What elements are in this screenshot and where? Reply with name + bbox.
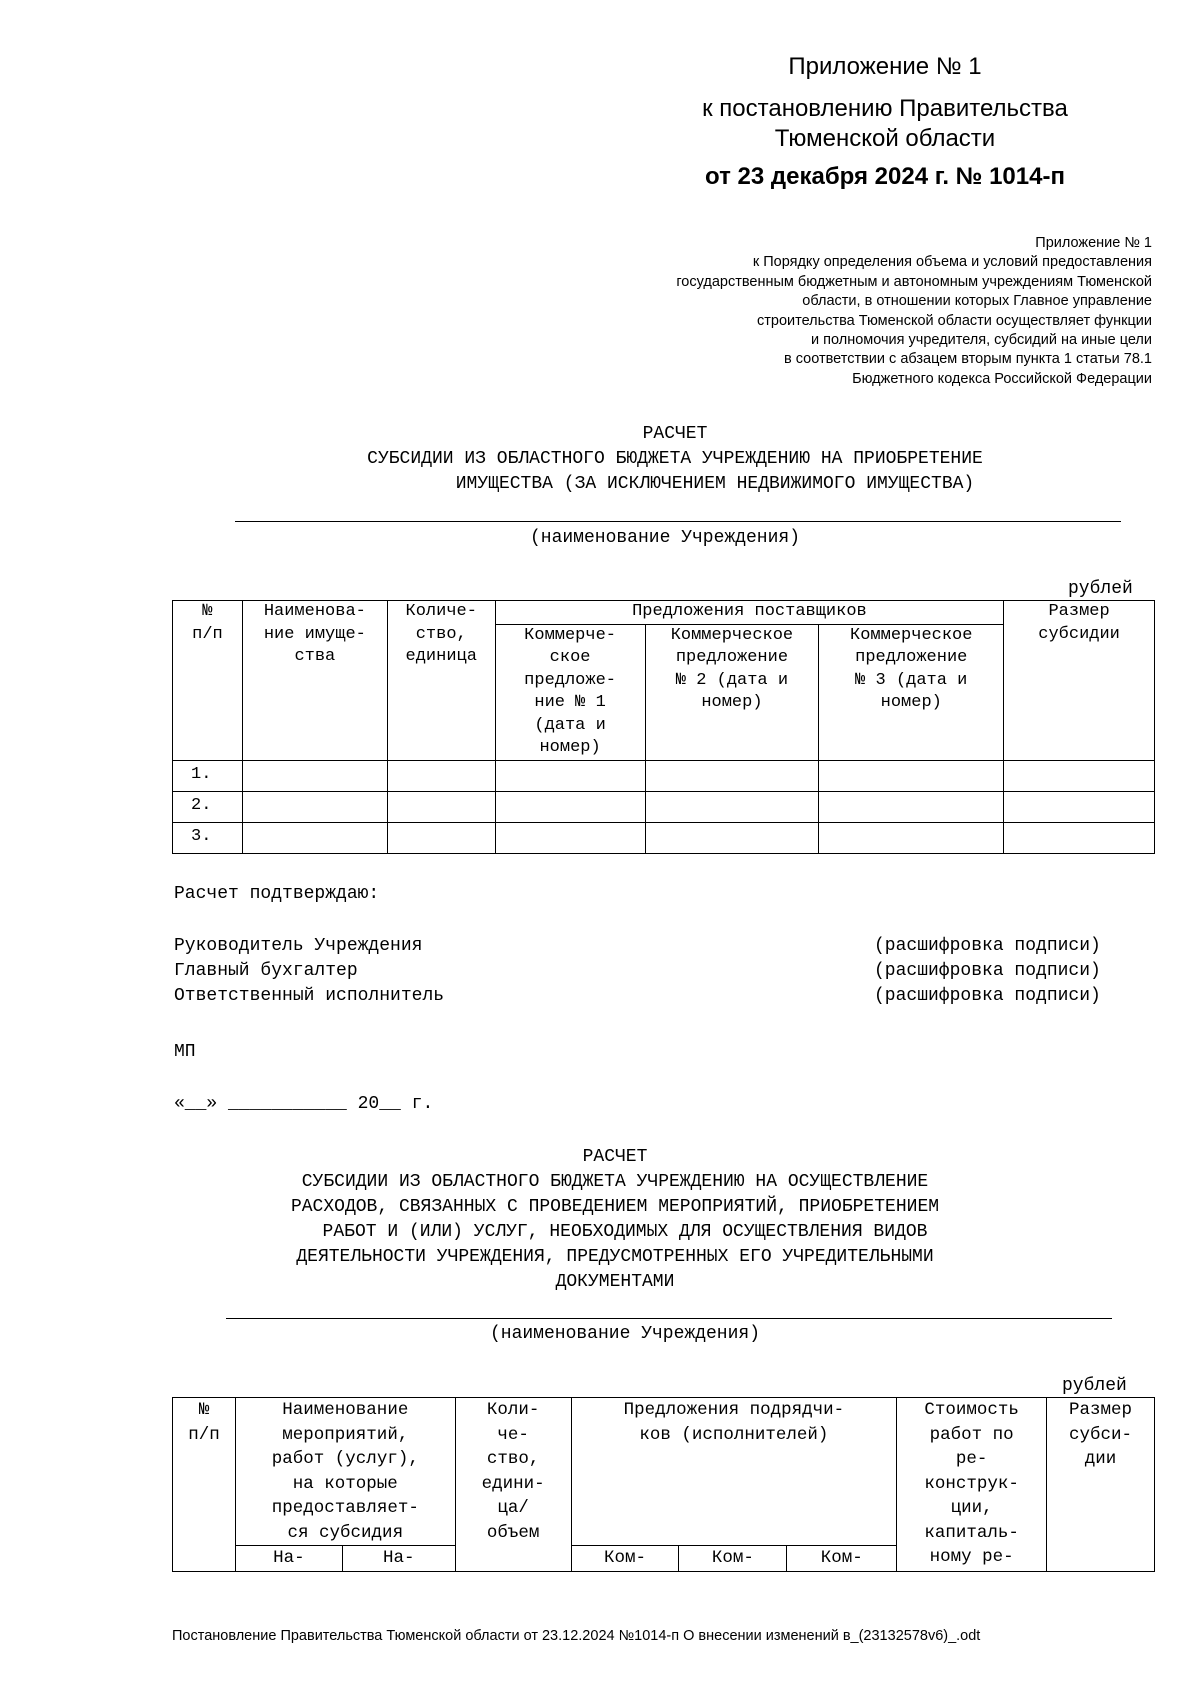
col-header-subsidy: Размер субси- дии xyxy=(1047,1398,1155,1572)
signature-role: Главный бухгалтер xyxy=(174,961,358,981)
stamp-placeholder: МП xyxy=(174,1042,196,1062)
section2-subtitle-line: ДЕЯТЕЛЬНОСТИ УЧРЕЖДЕНИЯ, ПРЕДУСМОТРЕННЫХ ЕГО УЧРЕДИТЕЛЬНЫМИ xyxy=(296,1247,934,1267)
appendix-line: государственным бюджетным и автономным учреждениям Тюменской xyxy=(676,273,1152,290)
institution-name-line xyxy=(235,521,1121,522)
col-header-name: Наименова- ние имуще- ства xyxy=(242,601,387,761)
appendix-line: Приложение № 1 xyxy=(1035,235,1152,251)
appendix-line: строительства Тюменской области осуществляет функции xyxy=(757,312,1152,329)
table-row xyxy=(173,791,1155,822)
section1-subtitle-2: ИМУЩЕСТВА (ЗА ИСКЛЮЧЕНИЕМ НЕДВИЖИМОГО ИМУЩЕСТВА) xyxy=(455,474,975,494)
section2-subtitle-line: СУБСИДИИ ИЗ ОБЛАСТНОГО БЮДЖЕТА УЧРЕЖДЕНИЮ НА ОСУЩЕСТВЛЕНИЕ xyxy=(301,1172,929,1192)
section1-title: РАСЧЕТ xyxy=(642,424,708,444)
table-cell xyxy=(645,791,819,822)
table-cell xyxy=(387,791,495,822)
signature-role: Ответственный исполнитель xyxy=(174,986,445,1006)
table-cell xyxy=(242,791,387,822)
units-label: рублей xyxy=(1068,579,1133,599)
appendix-line: в соответствии с абзацем вторым пункта 1 статьи 78.1 xyxy=(784,351,1152,368)
signature-decode: (расшифровка подписи) xyxy=(874,961,1101,981)
institution-caption: (наименование Учреждения) xyxy=(489,1324,761,1344)
institution-caption: (наименование Учреждения) xyxy=(529,528,801,548)
col-header-name-sub-1: На- xyxy=(235,1546,342,1572)
table-cell xyxy=(387,822,495,853)
table-cell xyxy=(1004,760,1155,791)
appendix-line: области, в отношении которых Главное управление xyxy=(802,293,1152,310)
col-header-num: № п/п xyxy=(173,601,243,761)
table-cell xyxy=(819,760,1004,791)
date-line: «__» ___________ 20__ г. xyxy=(174,1094,434,1114)
col-header-name-sub-2: На- xyxy=(342,1546,455,1572)
subsidy-table-1 xyxy=(172,600,1155,854)
col-header-qty: Количе- ство, единица xyxy=(387,601,495,761)
row-number: 1. xyxy=(173,760,243,791)
col-header-offer-1: Коммерче- ское предложе- ние № 1 (дата и номер) xyxy=(495,624,645,760)
table-cell xyxy=(645,822,819,853)
table-row xyxy=(173,822,1155,853)
confirm-label: Расчет подтверждаю: xyxy=(174,884,380,904)
col-header-offer-sub-2: Ком- xyxy=(679,1546,787,1572)
col-header-offers: Предложения подрядчи- ков (исполнителей) xyxy=(571,1398,897,1546)
table-cell xyxy=(819,791,1004,822)
row-number: 3. xyxy=(173,822,243,853)
section2-title: РАСЧЕТ xyxy=(582,1147,648,1167)
table-cell xyxy=(495,791,645,822)
section2-subtitle-line: РАСХОДОВ, СВЯЗАННЫХ С ПРОВЕДЕНИЕМ МЕРОПРИЯТИЙ, ПРИОБРЕТЕНИЕМ xyxy=(290,1197,940,1217)
appendix-line: и полномочия учредителя, субсидий на иные цели xyxy=(811,332,1152,349)
col-header-offer-sub-3: Ком- xyxy=(787,1546,897,1572)
appendix-to-order xyxy=(552,234,1152,389)
table-cell xyxy=(1004,791,1155,822)
appendix-title: Приложение № 1 xyxy=(788,53,982,80)
section2-subtitle-line: ДОКУМЕНТАМИ xyxy=(555,1272,675,1292)
subsidy-table-2 xyxy=(172,1397,1155,1572)
signature-decode: (расшифровка подписи) xyxy=(874,986,1101,1006)
resolution-line-2: Тюменской области xyxy=(774,125,996,152)
col-header-offers: Предложения поставщиков xyxy=(495,601,1003,625)
table-cell xyxy=(495,760,645,791)
signature-decode: (расшифровка подписи) xyxy=(874,936,1101,956)
col-header-name: Наименование мероприятий, работ (услуг), на которые предоставляет- ся субсидия xyxy=(235,1398,455,1546)
signature-role: Руководитель Учреждения xyxy=(174,936,423,956)
table-cell xyxy=(819,822,1004,853)
col-header-cost: Стоимость работ по ре- конструк- ции, капиталь- ному ре- xyxy=(897,1398,1047,1572)
col-header-offer-3: Коммерческое предложение № 3 (дата и номер) xyxy=(819,624,1004,760)
units-label: рублей xyxy=(1062,1376,1127,1396)
document-footer: Постановление Правительства Тюменской области от 23.12.2024 №1014-п О внесении изменений в_(23132578v6)_.odt xyxy=(172,1628,981,1644)
col-header-offer-sub-1: Ком- xyxy=(571,1546,679,1572)
section2-subtitle-line: РАБОТ И (ИЛИ) УСЛУГ, НЕОБХОДИМЫХ ДЛЯ ОСУЩЕСТВЛЕНИЯ ВИДОВ xyxy=(322,1222,928,1242)
col-header-offer-2: Коммерческое предложение № 2 (дата и номер) xyxy=(645,624,819,760)
resolution-date: от 23 декабря 2024 г. № 1014-п xyxy=(705,163,1065,190)
resolution-line-1: к постановлению Правительства xyxy=(702,95,1068,122)
section1-subtitle-1: СУБСИДИИ ИЗ ОБЛАСТНОГО БЮДЖЕТА УЧРЕЖДЕНИЮ НА ПРИОБРЕТЕНИЕ xyxy=(367,449,983,469)
col-header-subsidy: Размер субсидии xyxy=(1004,601,1155,761)
table-cell xyxy=(645,760,819,791)
table-cell xyxy=(495,822,645,853)
appendix-line: Бюджетного кодекса Российской Федерации xyxy=(852,370,1152,387)
table-cell xyxy=(242,760,387,791)
institution-name-line xyxy=(226,1318,1112,1319)
col-header-num: № п/п xyxy=(173,1398,236,1572)
col-header-qty: Коли- че- ство, едини- ца/ объем xyxy=(455,1398,571,1572)
row-number: 2. xyxy=(173,791,243,822)
table-row xyxy=(173,760,1155,791)
table-cell xyxy=(1004,822,1155,853)
table-cell xyxy=(387,760,495,791)
appendix-line: к Порядку определения объема и условий предоставления xyxy=(752,254,1152,271)
table-cell xyxy=(242,822,387,853)
